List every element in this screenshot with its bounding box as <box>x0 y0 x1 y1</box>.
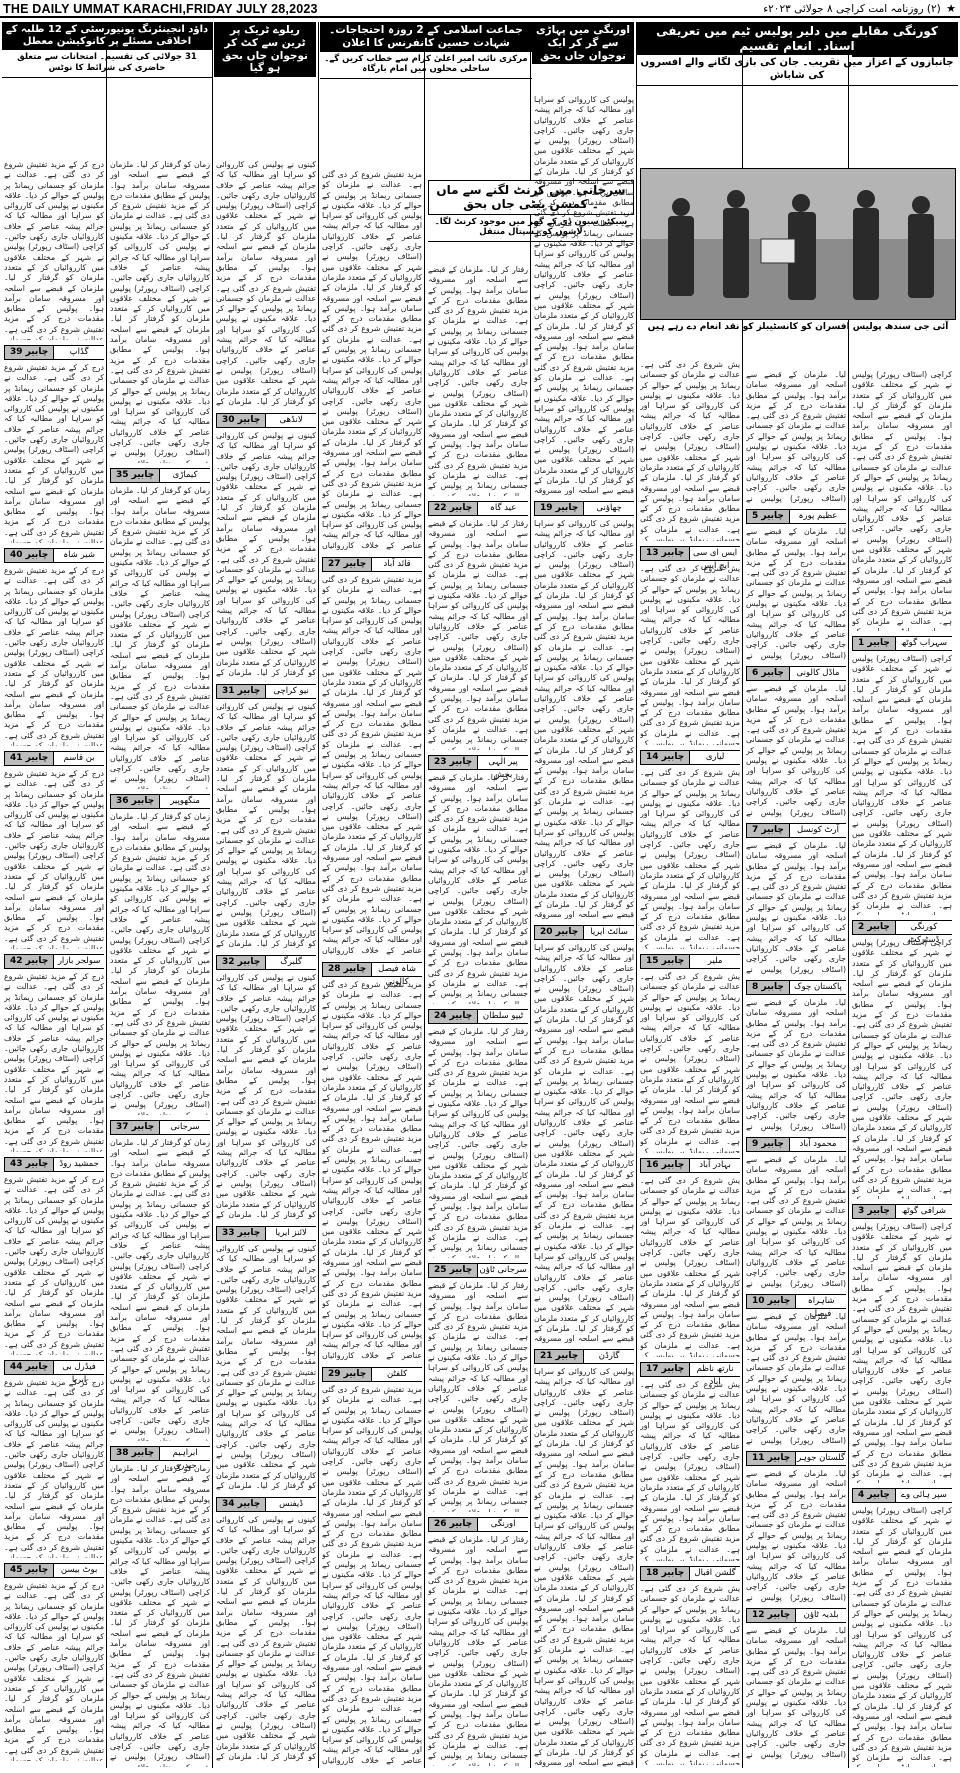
section-label <box>216 955 316 970</box>
article-text <box>4 363 104 543</box>
article-text <box>110 160 210 463</box>
article-text <box>640 360 740 541</box>
section-number: چابیر 28 <box>322 962 372 977</box>
column-rule <box>424 22 425 1768</box>
section-label <box>4 1360 104 1385</box>
section-number: چابیر 22 <box>428 501 478 516</box>
text-column <box>640 360 740 1768</box>
article-text <box>852 370 952 631</box>
article-text <box>746 841 846 975</box>
article-text <box>428 773 528 1004</box>
article-text <box>4 160 104 340</box>
headline-jamaat-islami: جماعت اسلامی کے 2 روزہ احتجاجات۔ شہادت حسین کانفرنس کا اعلان <box>320 22 532 52</box>
section-title: شاہ فیصل کالونی <box>372 962 422 977</box>
section-number: چابیر 38 <box>110 1446 160 1461</box>
section-title: لانڈھی <box>266 413 316 428</box>
section-label <box>534 1349 634 1364</box>
section-label <box>428 755 528 780</box>
section-title: نیو کراچی <box>266 684 316 699</box>
article-text <box>216 160 316 408</box>
article-text <box>746 684 846 818</box>
section-number: چابیر 23 <box>428 755 478 770</box>
section-label <box>746 823 846 838</box>
article-text <box>534 95 634 496</box>
article-text <box>216 1515 316 1763</box>
column-rule <box>636 22 637 1768</box>
section-label <box>534 501 634 516</box>
column-rule <box>318 22 319 1768</box>
section-label <box>110 794 210 809</box>
section-title: سرجانی ٹاؤن <box>478 1263 528 1278</box>
article-text <box>534 943 634 1344</box>
masthead-urdu <box>763 2 956 15</box>
section-title: ڈیفنس <box>266 1497 316 1512</box>
article-text <box>4 566 104 746</box>
section-number: چابیر 43 <box>4 1157 54 1172</box>
article-text <box>4 972 104 1152</box>
section-label <box>216 413 316 428</box>
section-label <box>216 1497 316 1512</box>
section-number: چابیر 19 <box>534 501 584 516</box>
section-label <box>322 962 422 987</box>
section-label <box>534 925 634 940</box>
text-column <box>216 160 316 1768</box>
section-title: پاکستان چوک <box>790 980 846 995</box>
lead-story <box>636 22 958 86</box>
section-title: نارتھ ناظم آباد <box>690 1362 740 1377</box>
section-title: گارڈن <box>584 1349 634 1364</box>
article-text <box>852 938 952 1199</box>
section-title: جمشید روڈ <box>54 1157 104 1172</box>
section-number: چابیر 27 <box>322 557 372 572</box>
section-label <box>110 1446 210 1471</box>
article-text <box>640 1584 740 1765</box>
headline-orangi-fall: اورنگی میں پہاڑی سے گر کر ایک نوجوان جاں بحق <box>532 22 634 64</box>
section-number: چابیر 6 <box>746 666 790 681</box>
section-number: چابیر 17 <box>640 1362 690 1377</box>
article-text <box>4 769 104 949</box>
section-title: ماڈل کالونی <box>790 666 846 681</box>
section-label <box>640 1566 740 1581</box>
section-label <box>322 557 422 572</box>
section-label <box>428 1263 528 1278</box>
article-text <box>322 980 422 1362</box>
section-title: فیڈرل بی ایریا <box>54 1360 104 1375</box>
section-label <box>746 1294 846 1319</box>
section-label <box>640 1158 740 1173</box>
section-number: چابیر 13 <box>640 546 690 561</box>
section-label <box>110 468 210 483</box>
section-label <box>746 666 846 681</box>
section-title: گلبرگ <box>266 955 316 970</box>
section-label <box>110 1120 210 1135</box>
page-number: (۲) <box>926 3 941 15</box>
column-3-head <box>320 22 532 79</box>
masthead <box>0 0 960 18</box>
article-text <box>322 575 422 957</box>
section-number: چابیر 37 <box>110 1120 160 1135</box>
article-text <box>746 998 846 1132</box>
section-number: چابیر 10 <box>746 1294 796 1309</box>
section-title: سائٹ ایریا <box>584 925 634 940</box>
section-title: منگھوپیر <box>160 794 210 809</box>
section-label <box>746 1451 846 1466</box>
section-number: چابیر 21 <box>534 1349 584 1364</box>
article-text <box>746 1626 846 1760</box>
section-number: چابیر 18 <box>640 1566 690 1581</box>
section-title: شرافی گوٹھ <box>896 1204 952 1219</box>
surjani-subheadline: سیکٹر سیون ڈی کے گھر میں موجود کرنٹ لگا۔ لاشوں کو ہسپتال منتقل <box>428 215 634 242</box>
dawood-subheadline: 31 جولائی کی تقسیم۔ امتحانات سے متعلق حاضری کی شرائط کا نوٹس <box>2 50 212 77</box>
article-text <box>322 170 422 552</box>
article-text <box>640 1380 740 1561</box>
section-number: چابیر 41 <box>4 751 54 766</box>
section-title: عظیم پورہ <box>790 509 846 524</box>
section-label <box>640 750 740 765</box>
headline-dawood-university: داؤد انجینئرنگ یونیورسٹی کے 12 طلبہ کے اخلاقی مسئلے پر کانوکیشن معطل <box>2 22 212 50</box>
section-title: گڈاپ <box>54 345 104 360</box>
section-title: بن قاسم <box>54 751 104 766</box>
headline-surjani-current: سرجانی میں کرنٹ لگنے سے ماں ۔ کمسن بیٹی جاں بحق <box>428 180 634 215</box>
section-number: چابیر 34 <box>216 1497 266 1512</box>
masthead-title: THE DAILY UMMAT KARACHI,FRIDAY JULY 28,2023 <box>3 2 318 16</box>
section-title: اورنگی <box>478 1517 528 1532</box>
section-title: ملیر <box>690 954 740 969</box>
section-number: چابیر 33 <box>216 1226 266 1241</box>
section-title: کلفٹن <box>372 1367 422 1382</box>
article-text <box>428 265 528 496</box>
star-icon: ★ <box>946 2 956 15</box>
column-5-head <box>2 22 212 78</box>
section-label <box>4 1157 104 1172</box>
section-number: چابیر 45 <box>4 1563 54 1578</box>
section-label <box>428 1517 528 1532</box>
article-text <box>746 1155 846 1289</box>
section-label <box>4 548 104 563</box>
section-number: چابیر 32 <box>216 955 266 970</box>
section-title: بہادر آباد <box>690 1158 740 1173</box>
article-text <box>4 1581 104 1761</box>
section-title: بلدیہ ٹاؤن <box>796 1608 846 1623</box>
section-number: چابیر 20 <box>534 925 584 940</box>
text-column <box>534 95 634 1768</box>
masthead-urdu-date: روزنامہ امت کراچی ۸ جولائی ۲۰۲۳ء <box>763 3 924 15</box>
section-label <box>852 636 952 651</box>
section-number: چابیر 3 <box>852 1204 896 1219</box>
section-number: چابیر 5 <box>746 509 790 524</box>
headline-police-awards: کورنگی مقابلے میں دلیر پولیس ٹیم میں تعریفی اسناد۔ انعام تقسیم <box>636 22 958 55</box>
article-text <box>640 564 740 745</box>
section-label <box>428 1009 528 1024</box>
article-text <box>216 973 316 1221</box>
section-label <box>746 1137 846 1152</box>
text-column <box>428 265 528 1768</box>
section-number: چابیر 40 <box>4 548 54 563</box>
section-title: بوٹ بیسن <box>54 1563 104 1578</box>
article-text <box>746 1469 846 1603</box>
section-number: چابیر 29 <box>322 1367 372 1382</box>
article-text <box>534 519 634 920</box>
section-title: شاہراہ فیصل <box>796 1294 846 1309</box>
section-title: سرجانی <box>160 1120 210 1135</box>
section-number: چابیر 24 <box>428 1009 478 1024</box>
section-number: چابیر 44 <box>4 1360 54 1375</box>
text-column <box>322 170 422 1768</box>
article-text <box>4 1175 104 1355</box>
section-title: گلشن اقبال <box>690 1566 740 1581</box>
section-label <box>640 546 740 571</box>
section-number: چابیر 8 <box>746 980 790 995</box>
section-title: چھاؤنی <box>584 501 634 516</box>
article-text <box>746 370 846 504</box>
section-label <box>4 751 104 766</box>
section-number: چابیر 26 <box>428 1517 478 1532</box>
section-number: چابیر 36 <box>110 794 160 809</box>
section-title: آرٹ کونسل <box>790 823 846 838</box>
section-number: چابیر 14 <box>640 750 690 765</box>
section-number: چابیر 1 <box>852 636 896 651</box>
column-rule <box>212 22 213 1768</box>
article-text <box>110 1138 210 1441</box>
section-title: شیر شاہ <box>54 548 104 563</box>
section-label <box>4 345 104 360</box>
section-number: چابیر 39 <box>4 345 54 360</box>
section-label <box>4 954 104 969</box>
column-4-head <box>214 22 316 77</box>
article-text <box>852 654 952 915</box>
lead-subheadline: جانبازوں کے اعزاز میں تقریب۔ جان کی بازی لگانے والے افسروں کی شاباش <box>636 55 958 86</box>
section-number: چابیر 2 <box>852 920 896 935</box>
article-text <box>110 1464 210 1767</box>
article-text <box>4 1378 104 1558</box>
section-number: چابیر 25 <box>428 1263 478 1278</box>
section-title: پیر الٰہی بخش <box>478 755 528 770</box>
section-number: چابیر 9 <box>746 1137 790 1152</box>
section-label <box>746 980 846 995</box>
section-label <box>852 1488 952 1503</box>
section-label <box>640 1362 740 1387</box>
section-number: چابیر 42 <box>4 954 54 969</box>
headline-railway-track: ریلوے ٹریک پر ٹرین سے کٹ کر نوجوان جاں بحق ہو گیا <box>214 22 316 77</box>
column-rule <box>106 22 107 1768</box>
text-column <box>852 370 952 1768</box>
article-text <box>640 768 740 949</box>
article-text <box>428 519 528 750</box>
awards-ceremony-photo <box>640 168 956 320</box>
section-label <box>4 1563 104 1578</box>
section-title: محمود آباد <box>790 1137 846 1152</box>
article-text <box>216 702 316 950</box>
column-2-head <box>532 22 634 64</box>
section-title: قائد آباد <box>372 557 422 572</box>
section-title: سہراب گوٹھ <box>896 636 952 651</box>
article-text <box>534 1367 634 1768</box>
jamaat-subheadline: مرکزی نائب امیر اعلیٰ کرام سے خطاب کریں گے۔ ساحلی محلوں میں امام بارگاہ <box>320 52 532 79</box>
text-column <box>110 160 210 1768</box>
article-text <box>640 972 740 1153</box>
article-text <box>216 431 316 679</box>
section-label <box>216 1226 316 1241</box>
section-number: چابیر 7 <box>746 823 790 838</box>
article-text <box>428 1281 528 1512</box>
article-text <box>216 1244 316 1492</box>
photo-caption: آئی جی سندھ پولیس افسران کو کانسٹیبلز کو نقد انعام دے رہے ہیں <box>647 322 949 332</box>
article-text <box>852 1506 952 1767</box>
section-number: چابیر 16 <box>640 1158 690 1173</box>
section-title: سپر ہائی وے <box>896 1488 952 1503</box>
section-title: کورنگی ڈسٹرکٹ <box>896 920 952 935</box>
section-title: عید گاہ <box>478 501 528 516</box>
section-label <box>852 920 952 945</box>
article-text <box>640 1176 740 1357</box>
article-text <box>428 1535 528 1766</box>
text-column <box>4 160 104 1768</box>
section-label <box>640 954 740 969</box>
text-column <box>746 370 846 1768</box>
article-text <box>110 812 210 1115</box>
article-text <box>746 527 846 661</box>
article-text <box>110 486 210 789</box>
article-text <box>746 1312 846 1446</box>
column-rule <box>530 22 531 1768</box>
section-title: ایس ای سی ایچ ایس <box>690 546 740 561</box>
section-label <box>746 509 846 524</box>
section-number: چابیر 15 <box>640 954 690 969</box>
article-text <box>428 1027 528 1258</box>
photo-illustration <box>641 169 956 320</box>
section-title: گلستان جوہر <box>796 1451 846 1466</box>
article-text <box>852 1222 952 1483</box>
section-label <box>216 684 316 699</box>
section-number: چابیر 35 <box>110 468 160 483</box>
section-label <box>852 1204 952 1219</box>
section-title: لیاری <box>690 750 740 765</box>
section-label <box>322 1367 422 1382</box>
section-number: چابیر 11 <box>746 1451 796 1466</box>
section-number: چابیر 31 <box>216 684 266 699</box>
section-number: چابیر 12 <box>746 1608 796 1623</box>
section-title: سولجر بازار <box>54 954 104 969</box>
section-number: چابیر 4 <box>852 1488 896 1503</box>
section-number: چابیر 30 <box>216 413 266 428</box>
section-label <box>746 1608 846 1623</box>
article-text <box>322 1385 422 1767</box>
section-title: لائنز ایریا <box>266 1226 316 1241</box>
section-title: ابراہیم حیدری <box>160 1446 210 1461</box>
section-title: کیماڑی <box>160 468 210 483</box>
section-label <box>428 501 528 516</box>
section-title: ٹیپو سلطان <box>478 1009 528 1024</box>
